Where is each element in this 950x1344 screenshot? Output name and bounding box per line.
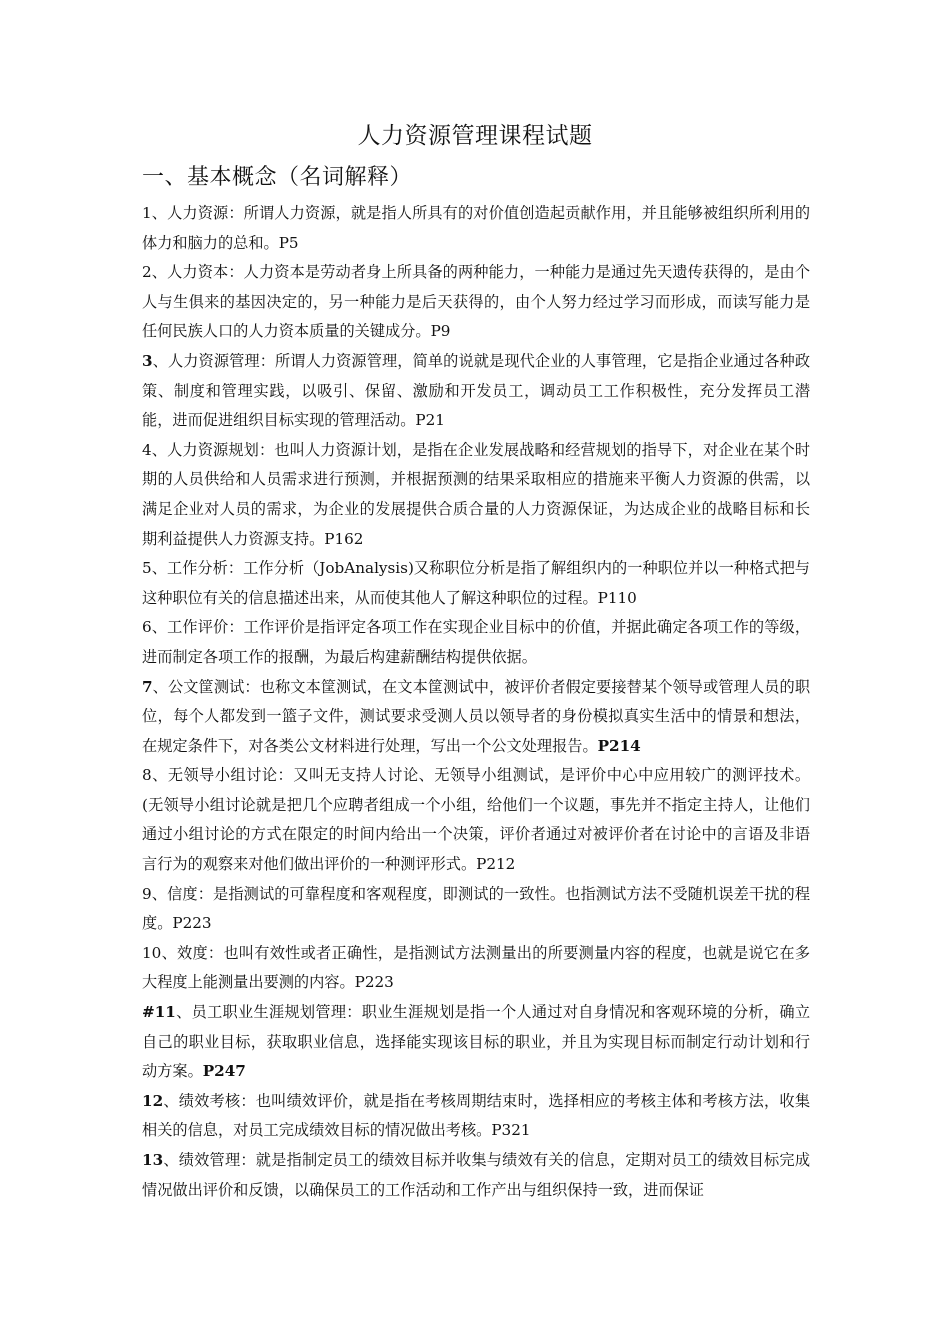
- item-number: 7: [142, 677, 153, 696]
- definition-item-9: [142, 880, 810, 939]
- item-number: 6: [142, 618, 152, 637]
- item-number: 4: [142, 440, 152, 459]
- item-text: 、绩效管理：就是指制定员工的绩效目标并收集与绩效有关的信息，定期对员工的绩效目标完成情况做出评价和反馈，以确保员工的工作活动和工作产出与组织保持一致，进而保证: [142, 1151, 810, 1199]
- item-text: 、无领导小组讨论：又叫无支持人讨论、无领导小组测试，是评价中心中应用较广的测评技术。(无领导小组讨论就是把几个应聘者组成一个小组，给他们一个议题，事先并不指定主持人，让他们通过小组讨论的方式在限定的时间内给出一个决策，评价者通过对被评价者在讨论中的言语及非语言行为的观察来对他们做出评价的一种测评形式。P212: [142, 766, 810, 874]
- item-number: 8: [142, 766, 152, 785]
- document-title: 人力资源管理课程试题: [357, 123, 593, 149]
- item-number: 2: [142, 263, 152, 282]
- definition-item-10: [142, 939, 810, 998]
- section-heading: 一、基本概念（名词解释）: [142, 165, 413, 190]
- definition-item-3: [142, 347, 810, 436]
- item-text: 、人力资本：人力资本是劳动者身上所具备的两种能力，一种能力是通过先天遗传获得的，是由个人与生俱来的基因决定的，另一种能力是后天获得的，由个人努力经过学习而形成，而读写能力是任何民族人口的人力资本质量的关键成分。P9: [142, 263, 810, 341]
- item-text: 、绩效考核：也叫绩效评价，就是指在考核周期结束时，选择相应的考核主体和考核方法，收集相关的信息，对员工完成绩效目标的情况做出考核。P321: [142, 1091, 810, 1140]
- item-number: 3: [142, 351, 153, 370]
- definition-item-11: [142, 998, 810, 1087]
- item-text: 、工作分析：工作分析（JobAnalysis)又称职位分析是指了解组织内的一种职位并以一种格式把与这种职位有关的信息描述出来，从而使其他人了解这种职位的过程。P110: [142, 559, 810, 607]
- item-text: 、工作评价：工作评价是指评定各项工作在实现企业目标中的价值，并据此确定各项工作的等级，进而制定各项工作的报酬，为最后构建薪酬结构提供依据。: [142, 618, 810, 666]
- item-text: 、信度：是指测试的可靠程度和客观程度，即测试的一致性。也指测试方法不受随机误差干扰的程度。P223: [142, 884, 810, 933]
- item-number: 1: [142, 204, 152, 222]
- item-number: #11: [142, 1003, 176, 1022]
- definition-list: [142, 199, 810, 1205]
- item-number: 12: [142, 1091, 164, 1110]
- item-text: 、人力资源管理：所谓人力资源管理，简单的说就是现代企业的人事管理，它是指企业通过各种政策、制度和管理实践，以吸引、保留、激励和开发员工，调动员工工作积极性，充分发挥员工潜能，进而促进组织目标实现的管理活动。P21: [142, 351, 810, 430]
- item-text: 、人力资源规划：也叫人力资源计划，是指在企业发展战略和经营规划的指导下，对企业在某个时期的人员供给和人员需求进行预测，并根据预测的结果采取相应的措施来平衡人力资源的供需，以满足企业对人员的需求，为企业的发展提供合质合量的人力资源保证，为达成企业的战略目标和长期利益提供人力资源支持。P162: [142, 440, 810, 548]
- definition-item-7: [142, 673, 810, 762]
- definition-item-5: [142, 554, 810, 613]
- definition-item-12: [142, 1087, 810, 1146]
- definition-item-13: [142, 1146, 810, 1205]
- definition-item-1: [142, 199, 810, 258]
- item-number: 13: [142, 1151, 164, 1169]
- item-text: 、员工职业生涯规划管理：职业生涯规划是指一个人通过对自身情况和客观环境的分析，确立自己的职业目标，获取职业信息，选择能实现该目标的职业，并且为实现目标而制定行动计划和行动方案。: [142, 1003, 810, 1081]
- item-text: 、公文筐测试：也称文本筐测试，在文本筐测试中，被评价者假定要接替某个领导或管理人员的职位，每个人都发到一篮子文件，测试要求受测人员以领导者的身份模拟真实生活中的情景和想法，在规定条件下，对各类公文材料进行处理，写出一个公文处理报告。: [142, 677, 810, 755]
- definition-item-2: [142, 258, 810, 347]
- item-text: 、效度：也叫有效性或者正确性，是指测试方法测量出的所要测量内容的程度，也就是说它在多大程度上能测量出要测的内容。P223: [142, 943, 810, 992]
- definition-item-4: [142, 436, 810, 554]
- definition-item-8: [142, 761, 810, 879]
- item-number: 5: [142, 559, 152, 578]
- page-ref: P214: [597, 736, 641, 755]
- page-ref: P247: [202, 1062, 246, 1081]
- item-number: 10: [142, 943, 162, 962]
- definition-item-6: [142, 613, 810, 672]
- item-text: 、人力资源：所谓人力资源，就是指人所具有的对价值创造起贡献作用，并且能够被组织所利用的体力和脑力的总和。P5: [142, 204, 810, 252]
- item-number: 9: [142, 884, 152, 903]
